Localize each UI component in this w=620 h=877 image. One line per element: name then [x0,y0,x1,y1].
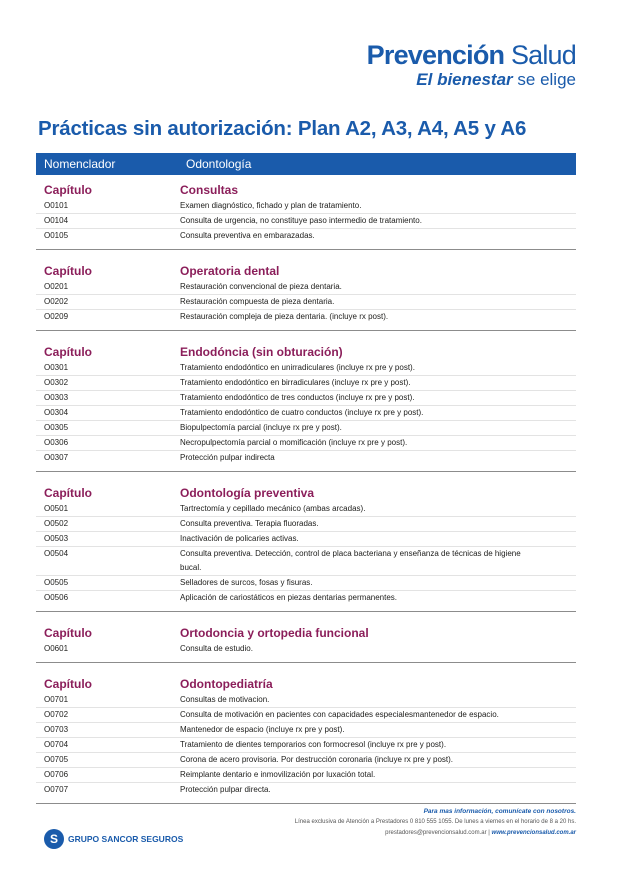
chapter-header [36,177,576,199]
table-row [36,214,576,229]
practice-description: Selladores de surcos, fosas y fisuras. [180,578,313,587]
table-row [36,708,576,723]
brand-name [367,40,576,70]
chapter-header [36,480,576,502]
table-row [36,591,576,605]
footer-more-info: Para mas información, comunícate con nosotros. [423,808,576,815]
chapter-title: Consultas [180,183,239,197]
chapter-label: Capítulo [44,626,92,640]
practice-code: O0303 [44,393,69,402]
practice-description: Consulta preventiva en embarazadas. [180,231,315,240]
table-row [36,753,576,768]
brand-tagline [367,70,576,90]
practice-code: O0504 [44,549,69,558]
chapter-header [36,339,576,361]
table-row [36,693,576,708]
chapter-section [36,620,576,663]
sancor-emblem-icon: S [44,829,64,849]
table-row [36,783,576,797]
tagline-light: se elige [517,70,576,89]
practice-code: O0209 [44,312,69,321]
chapter-title: Endodóncia (sin obturación) [180,345,343,359]
table-row [36,391,576,406]
table-row [36,421,576,436]
practice-description: Examen diagnóstico, fichado y plan de tratamiento. [180,201,362,210]
practice-description: Aplicación de cariostáticos en piezas dentarias permanentes. [180,593,398,602]
practice-code: O0105 [44,231,69,240]
practices-table [36,177,576,812]
chapter-title: Odontopediatría [180,677,273,691]
practice-description: Consulta de estudio. [180,644,253,653]
group-name: GRUPO SANCOR SEGUROS [68,834,184,844]
brand-name-light: Salud [510,40,576,70]
practice-description: Tratamiento endodóntico de tres conductos (incluye rx pre y post). [180,393,415,402]
footer-contact [295,806,576,839]
table-header [36,153,576,175]
practice-code: O0502 [44,519,69,528]
practice-description: Protección pulpar directa. [180,785,271,794]
practice-code: O0707 [44,785,69,794]
table-row [36,451,576,465]
chapter-label: Capítulo [44,345,92,359]
practice-code: O0101 [44,201,69,210]
practice-description: Protección pulpar indirecta [180,453,275,462]
chapter-section [36,339,576,472]
practice-code: O0506 [44,593,69,602]
chapter-title: Odontología preventiva [180,486,315,500]
table-row [36,229,576,243]
table-row [36,532,576,547]
chapter-section [36,671,576,804]
practice-description: Consultas de motivacion. [180,695,270,704]
table-row [36,517,576,532]
practice-description: Consulta preventiva. Terapia fluoradas. [180,519,319,528]
practice-description: Reimplante dentario e inmovilización por luxación total. [180,770,376,779]
practice-code: O0703 [44,725,69,734]
table-row [36,361,576,376]
practice-description: Consulta preventiva. Detección, control de placa bacteriana y enseñanza de técnicas de higiene bucal. [180,549,521,572]
table-row [36,280,576,295]
table-row [36,642,576,656]
table-row [36,295,576,310]
chapter-section [36,258,576,331]
practice-description: Inactivación de policaries activas. [180,534,299,543]
practice-code: O0307 [44,453,69,462]
practice-description: Tratamiento endodóntico de cuatro conductos (incluye rx pre y post). [180,408,424,417]
chapter-header [36,620,576,642]
practice-code: O0302 [44,378,69,387]
practice-code: O0702 [44,710,69,719]
chapter-title: Ortodoncia y ortopedia funcional [180,626,369,640]
footer-separator: | [488,830,490,836]
page-title: Prácticas sin autorización: Plan A2, A3, A4, A5 y A6 [38,117,527,140]
practice-description: Restauración convencional de pieza dentaria. [180,282,342,291]
table-row [36,199,576,214]
practice-code: O0706 [44,770,69,779]
practice-description: Tartrectomía y cepillado mecánico (ambas arcadas). [180,504,366,513]
chapter-header [36,258,576,280]
practice-code: O0601 [44,644,69,653]
table-row [36,738,576,753]
practice-description: Restauración compuesta de pieza dentaria. [180,297,335,306]
practice-code: O0304 [44,408,69,417]
table-row [36,436,576,451]
brand-logo [367,40,576,90]
footer-phone-line: Línea exclusiva de Atención a Prestadores 0 810 555 1055. De lunes a viernes en el horario de 8 a 20 hs. [294,819,576,825]
practice-description: Tratamiento endodóntico en birradiculares (incluye rx pre y post). [180,378,411,387]
chapter-label: Capítulo [44,677,92,691]
chapter-section [36,480,576,612]
table-row [36,723,576,738]
table-row [36,310,576,324]
practice-code: O0501 [44,504,69,513]
table-row [36,547,576,576]
chapter-header [36,671,576,693]
group-logo [44,829,183,849]
practice-code: O0202 [44,297,69,306]
column-header-odontologia: Odontología [186,157,252,171]
footer-email-link[interactable]: prestadores@prevencionsalud.com.ar [385,830,487,836]
practice-code: O0306 [44,438,69,447]
practice-description: Necropulpectomía parcial o momificación (incluye rx pre y post). [180,438,408,447]
practice-code: O0704 [44,740,69,749]
practice-code: O0301 [44,363,69,372]
table-row [36,502,576,517]
practice-description: Biopulpectomía parcial (incluye rx pre y post). [180,423,342,432]
footer-website-link[interactable]: www.prevencionsalud.com.ar [491,830,576,836]
chapter-title: Operatoria dental [180,264,280,278]
table-row [36,768,576,783]
chapter-section [36,177,576,250]
practice-description: Restauración compleja de pieza dentaria. (incluye rx post). [180,312,389,321]
practice-code: O0104 [44,216,69,225]
practice-code: O0701 [44,695,69,704]
practice-code: O0505 [44,578,69,587]
practice-description: Corona de acero provisoria. Por destrucción coronaria (incluye rx pre y post). [180,755,454,764]
practice-code: O0503 [44,534,69,543]
brand-name-bold: Prevención [366,40,505,70]
footer-links [295,828,576,839]
practice-code: O0201 [44,282,69,291]
tagline-bold: El bienestar [416,70,513,89]
practice-description: Tratamiento endodóntico en unirradiculares (incluye rx pre y post). [180,363,415,372]
table-row [36,406,576,421]
chapter-label: Capítulo [44,264,92,278]
table-row [36,376,576,391]
practice-code: O0305 [44,423,69,432]
practice-description: Tratamiento de dientes temporarios con formocresol (incluye rx pre y post). [180,740,447,749]
practice-description: Consulta de motivación en pacientes con capacidades especialesmantenedor de espacio. [180,710,499,719]
practice-code: O0705 [44,755,69,764]
practice-description: Mantenedor de espacio (incluye rx pre y post). [180,725,345,734]
practice-description: Consulta de urgencia, no constituye paso intermedio de tratamiento. [180,216,422,225]
column-header-nomenclador: Nomenclador [44,157,116,171]
chapter-label: Capítulo [44,486,92,500]
table-row [36,576,576,591]
chapter-label: Capítulo [44,183,92,197]
